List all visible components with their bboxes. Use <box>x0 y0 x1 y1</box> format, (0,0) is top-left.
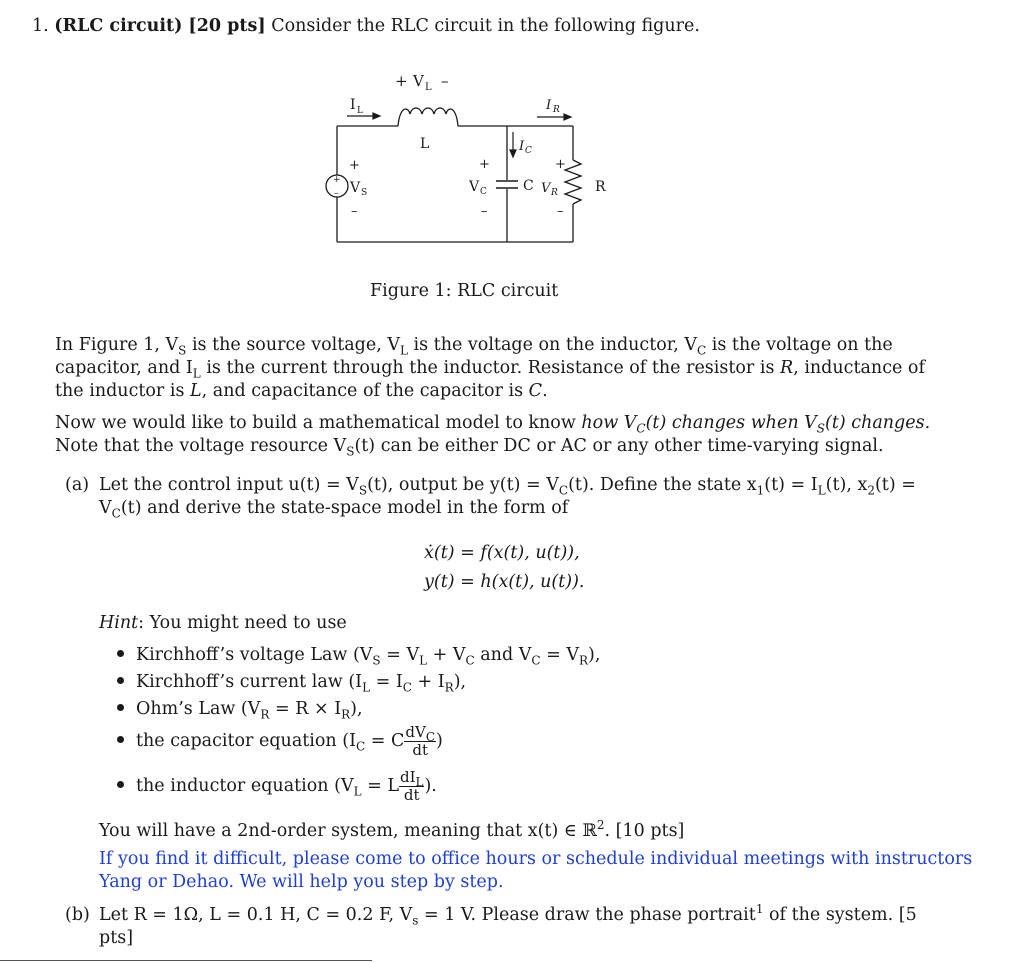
order-statement: You will have a 2nd-order system, meaning that x(t) ∈ ℝ$^2$. [10 pts] <box>99 818 685 841</box>
rlc-circuit-diagram <box>0 0 1024 300</box>
inductor-label: L <box>420 136 430 152</box>
figure-caption: Figure 1: RLC circuit <box>370 281 559 301</box>
paragraph-2-line-1: Now we would like to build a mathematical model to know how $V_C(t)$ changes when $V_S(t)$ changes. <box>55 413 931 436</box>
capacitor-derivative: $\frac{dV_C}{dt}$ <box>405 723 435 759</box>
vc-name: V <box>469 179 480 195</box>
hint-bullet-kvl: Kirchhoff’s voltage Law ($V_S = V_L + V_C$ and $V_C = V_R$), <box>117 644 600 667</box>
hint-bullet-inductor: the inductor equation ($V_L = L$ $\frac{dI_L}{dt}$ ). <box>117 769 437 804</box>
inductor-derivative: $\frac{dI_L}{dt}$ <box>399 768 424 804</box>
hint-bullet-ohm: Ohm’s Law $(V_R = R \times I_R)$, <box>117 698 363 721</box>
vs-name: V <box>350 180 361 196</box>
hint-bullet-capacitor: the capacitor equation ($I_C = C$ $\frac{dV_C}{dt}$ ) <box>117 724 443 759</box>
vc-minus: – <box>481 204 488 219</box>
resistor-label: R <box>595 179 606 195</box>
resistor-zigzag <box>565 160 581 204</box>
source-plus: + <box>333 175 341 185</box>
il-name: I <box>350 97 356 113</box>
vr-sub: R <box>551 188 558 198</box>
vl-plus: + <box>395 72 408 90</box>
part-b-label: (b) <box>65 905 90 925</box>
part-a-line-1: Let the control input $u(t) = V_S(t)$, output be $y(t) = V_C(t)$. Define the state $x_1(t) = I_L(t)$, $x_2(t)$ = <box>99 475 916 498</box>
problem-title: (RLC circuit) [20 pts] <box>54 16 266 36</box>
part-b-line-1: Let R = 1Ω, L = 0.1 H, C = 0.2 F, $V_s = 1$ V. Please draw the phase portrait$^1$ of the system. [5 <box>99 902 917 928</box>
problem-number: 1. <box>32 16 49 36</box>
vl-minus: – <box>441 72 449 90</box>
output-equation: y(t) = h(x(t), u(t)). <box>424 572 585 592</box>
paragraph-1-line-1: In Figure 1, $V_S$ is the source voltage, $V_L$ is the voltage on the inductor, $V_C$ is the voltage on the <box>55 335 893 358</box>
paragraph-2-line-2: Note that the voltage resource $V_S(t)$ can be either DC or AC or any other time-varying signal. <box>55 436 884 459</box>
vr-plus: + <box>555 157 566 172</box>
state-equation: ẋ(t) = f(x(t), u(t)), <box>424 543 580 563</box>
ir-sub: R <box>553 105 560 115</box>
hint-bullet-kcl: Kirchhoff’s current law $(I_L = I_C + I_R)$, <box>117 671 466 694</box>
vr-minus: – <box>557 204 564 219</box>
vs-sub: S <box>361 188 368 198</box>
ic-arrow-head <box>510 150 516 157</box>
ic-sub: C <box>525 146 532 156</box>
paragraph-1-line-2: capacitor, and $I_L$ is the current through the inductor. Resistance of the resistor is R, inductance of <box>55 358 925 381</box>
problem-intro: Consider the RLC circuit in the following figure. <box>271 16 700 36</box>
vr-name: V <box>541 181 551 196</box>
help-note-line-1: If you find it difficult, please come to office hours or schedule individual meetings with instructors <box>99 849 973 869</box>
ic-name: I <box>519 139 525 154</box>
hint-line: Hint: You might need to use <box>99 613 347 633</box>
il-sub: L <box>357 106 363 116</box>
help-note-line-2: Yang or Dehao. We will help you step by step. <box>99 872 504 892</box>
footnote-rule <box>0 960 372 961</box>
paragraph-1-line-3: the inductor is L, and capacitance of the capacitor is C. <box>55 381 548 401</box>
vs-plus: + <box>349 158 360 173</box>
inductor-coil <box>398 108 458 126</box>
part-a-line-2: $V_C(t)$ and derive the state-space model in the form of <box>99 498 569 521</box>
part-b-line-2: pts] <box>99 928 134 948</box>
part-a-label: (a) <box>65 475 90 495</box>
vc-plus: + <box>479 157 490 172</box>
ir-name: I <box>546 98 552 113</box>
vc-sub: C <box>480 187 487 197</box>
capacitor-label: C <box>523 178 534 194</box>
vl-name: V <box>413 72 424 90</box>
ir-arrow-head <box>564 114 571 120</box>
il-arrow-head <box>373 113 380 119</box>
vl-sub: L <box>425 82 432 93</box>
source-minus: – <box>334 189 339 199</box>
vs-minus: – <box>351 204 358 219</box>
